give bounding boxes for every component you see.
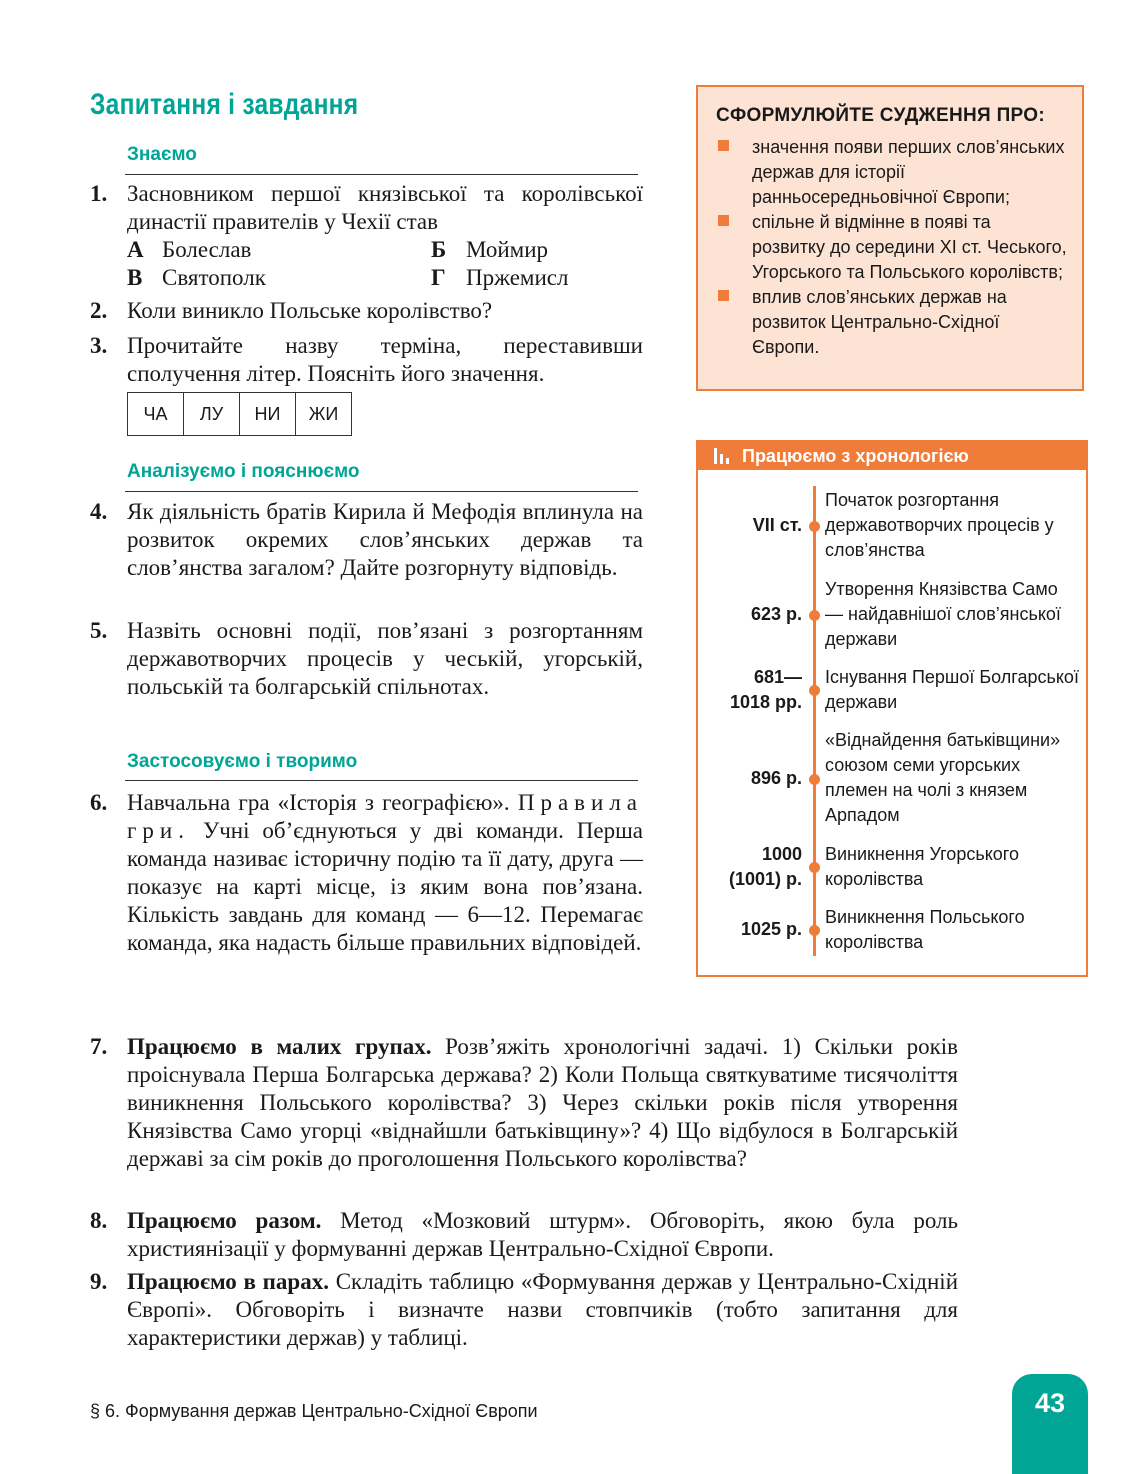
opinion-item: вплив слов’янських держав на розвиток Центрально-Східної Європи.: [718, 285, 1068, 360]
question-1: [90, 180, 643, 236]
question-body: Метод «Мозковий штурм». Обговоріть, якою була роль християнізації у формуванні держав Центрально-Східної Європи.: [127, 1208, 958, 1261]
timeline-bars-icon: [714, 448, 731, 464]
opinion-box-title: СФОРМУЛЮЙТЕ СУДЖЕННЯ ПРО:: [716, 105, 1045, 126]
square-bullet-icon: [718, 215, 729, 226]
section-heading-apply: Застосовуємо і творимо: [127, 751, 358, 772]
question-text: Коли виникло Польське королівство?: [127, 298, 493, 323]
opinion-box: [696, 85, 1084, 391]
question-text: Прочитайте назву терміна, переставивши сполучення літер. Поясніть його значення.: [127, 333, 643, 386]
timeline-date: 896 р.: [750, 768, 802, 788]
timeline-event-text: Існування Першої Болгарської держави: [825, 667, 1079, 712]
question-number: 7.: [90, 1034, 108, 1059]
question-number: 8.: [90, 1208, 108, 1233]
syllable-cell: ЛУ: [184, 393, 240, 435]
answer-option-b: Б Моймир: [431, 237, 549, 262]
timeline-date: VII ст.: [752, 515, 802, 535]
question-number: 1.: [90, 181, 108, 206]
syllable-cell: НИ: [240, 393, 296, 435]
question-7: [90, 1033, 958, 1173]
timeline-dot: [809, 521, 820, 532]
timeline-date: 623 р.: [750, 604, 802, 624]
question-text: [127, 1268, 958, 1352]
question-text: [127, 1207, 958, 1263]
page-title: Запитання і завдання: [90, 88, 359, 121]
section-divider: [125, 174, 638, 175]
question-number: 3.: [90, 333, 108, 358]
section-divider: [125, 491, 638, 492]
section-divider: [125, 780, 638, 781]
rules-label: Правила гри.: [127, 790, 644, 843]
question-text: [127, 1033, 958, 1173]
question-number: 5.: [90, 618, 108, 643]
timeline-event-text: Виникнення Угорського королівства: [825, 844, 1019, 889]
chronology-title: Працюємо з хронологією: [742, 446, 969, 466]
question-lead: Працюємо в малих групах.: [127, 1034, 432, 1059]
section-heading-know: Знаємо: [127, 144, 197, 165]
question-text: Засновником першої князівської та королівської династії правителів у Чехії став: [127, 181, 643, 234]
question-body: Складіть таблицю «Формування держав у Центрально-Східній Європі». Обговоріть і визначте назви стовпчиків (тобто запитання для характеристики держав) у таблиці.: [127, 1269, 958, 1350]
page-number: 43: [1012, 1374, 1088, 1474]
timeline-dot: [809, 610, 820, 621]
question-text: Як діяльність братів Кирила й Мефодія вплинула на розвиток окремих слов’янських держав та слов’янства загалом? Дайте розгорнуту відповідь.: [127, 499, 643, 580]
question-8: [90, 1207, 958, 1263]
timeline-event-text: Початок розгортання державотворчих процесів у слов’янства: [825, 490, 1054, 560]
game-title: Навчальна гра «Історія з географією».: [127, 790, 510, 815]
square-bullet-icon: [718, 290, 729, 301]
answer-option-a: А Болеслав: [127, 237, 252, 262]
chronology-header: [698, 442, 1086, 470]
timeline-event-text: Утворення Князівства Само — найдавнішої слов’янської держави: [825, 579, 1061, 649]
timeline-date: 681— 1018 рр.: [729, 667, 802, 712]
question-lead: Працюємо в парах.: [127, 1269, 329, 1294]
running-footer: § 6. Формування держав Центрально-Східної Європи: [90, 1401, 538, 1421]
square-bullet-icon: [718, 140, 729, 151]
timeline-date: 1000 (1001) р.: [728, 844, 802, 889]
timeline-dot: [809, 925, 820, 936]
question-4: [90, 498, 643, 582]
question-text: Назвіть основні події, пов’язані з розгортанням державотворчих процесів у чеській, угорській, польській та болгарській спільнотах.: [127, 618, 643, 699]
question-number: 6.: [90, 790, 108, 815]
timeline-dot: [809, 774, 820, 785]
chronology-box: [696, 440, 1088, 977]
question-number: 4.: [90, 499, 108, 524]
question-text: [127, 789, 643, 957]
question-lead: Працюємо разом.: [127, 1208, 322, 1233]
question-3: [90, 332, 643, 388]
timeline-event-text: «Віднайдення батьківщини» союзом семи угорських племен на чолі з князем Арпадом: [825, 730, 1061, 825]
answer-option-v: В Святополк: [127, 265, 266, 290]
syllable-table: [127, 392, 352, 436]
syllable-cell: ЖИ: [308, 404, 339, 424]
game-rules: Учні об’єднуються у дві команди. Перша команда називає історичну подію та її дату, друга — показує на карті місце, із яким вона пов’язана. Кількість завдань для команд — 6—12. Перемагає команда, яка надасть більше правильних відповідей.: [127, 818, 644, 955]
opinion-list: [718, 135, 1068, 360]
opinion-item: значення появи перших слов’янських держав для історії ранньосередньовічної Європи;: [718, 135, 1068, 210]
timeline-date: 1025 р.: [740, 919, 802, 939]
question-5: [90, 617, 643, 701]
question-9: [90, 1268, 958, 1352]
syllable-cell: ЧА: [128, 393, 184, 435]
timeline-dot: [809, 685, 820, 696]
timeline-event-text: Виникнення Польського королівства: [825, 907, 1025, 952]
opinion-item: спільне й відмінне в появі та розвитку до середини XI ст. Чеського, Угорського та Польського королівств;: [718, 210, 1068, 285]
section-heading-analyze: Аналізуємо і пояснюємо: [127, 461, 360, 482]
question-body: Розв’яжіть хронологічні задачі. 1) Скільки років проіснувала Перша Болгарська держава? 2) Коли Польща святкуватиме тисячоліття виникнення Польського королівства? 3) Через скільки років після утворення Князівства Само угорці «віднайшли батьківщину»? 4) Що відбулося в Болгарській державі за сім років до проголошення Польського королівства?: [127, 1034, 958, 1171]
timeline-dot: [809, 862, 820, 873]
question-2: [90, 297, 643, 325]
question-6: [90, 789, 643, 957]
question-number: 2.: [90, 298, 108, 323]
question-number: 9.: [90, 1269, 108, 1294]
timeline-line: [813, 486, 816, 956]
answer-option-g: Г Пржемисл: [431, 265, 569, 290]
